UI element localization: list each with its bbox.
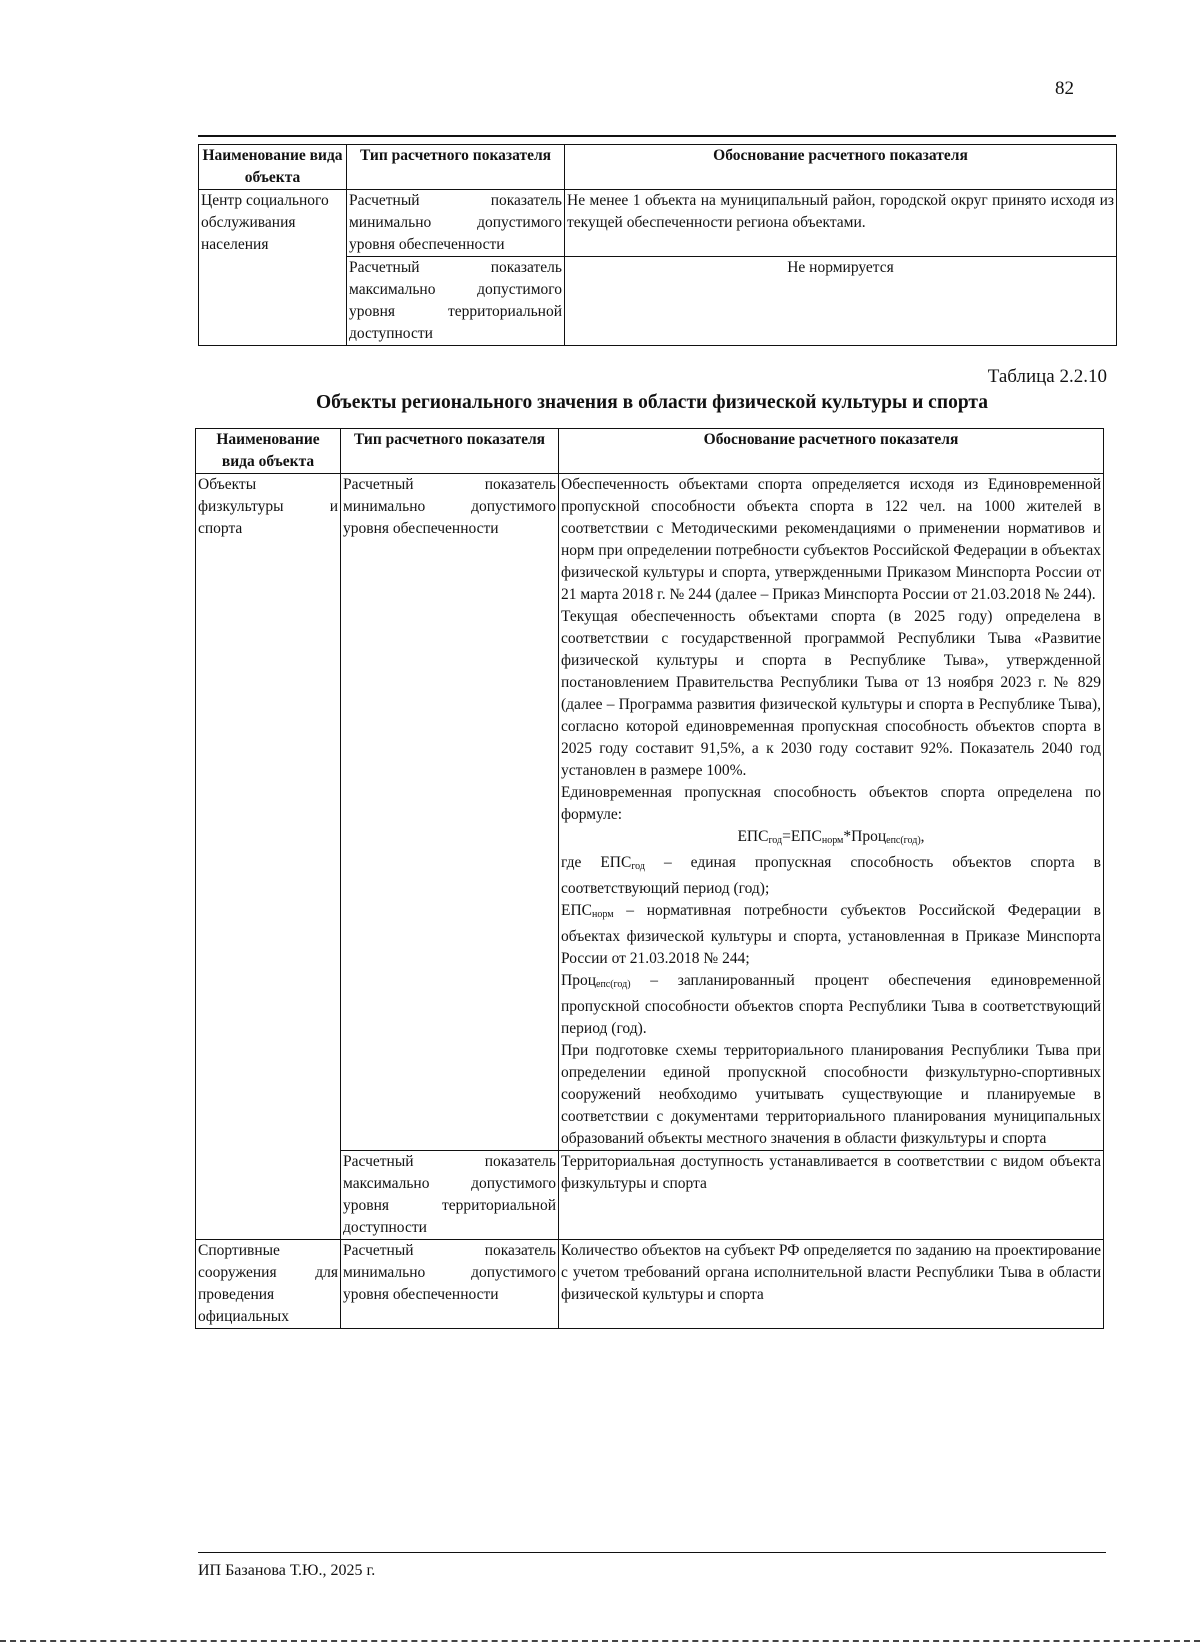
basis-paragraph: Обеспеченность объектами спорта определяется исходя из Единовременной пропускной способности объекта спорта в 122 чел. на 1000 жителей в соответствии с Методическими рекомендациями о применении нормативов и норм при определении потребности субъектов Российской Федерации в объектах физической культуры и спорта, утвержденными Приказом Минспорта России от 21 марта 2018 г. № 244 (далее – Приказ Минспорта России от 21.03.2018 № 244). xyxy=(561,476,1101,603)
indicator-type-cell: Расчетный показатель максимально допустимого уровня территориальной доступности xyxy=(347,257,565,346)
definition-text: – нормативная потребности субъектов Российской Федерации в объектах физической культуры и спорта, установленная в Приказе Минспорта России от 21.03.2018 № 244; xyxy=(561,902,1101,967)
indicator-basis-cell: Территориальная доступность устанавливается в соответствии с видом объекта физкультуры и спорта xyxy=(559,1151,1104,1240)
header-indicator-type: Тип расчетного показателя xyxy=(347,145,565,190)
definition-term: Проц xyxy=(561,972,596,989)
indicator-type-cell: Расчетный показатель максимально допустимого уровня территориальной доступности xyxy=(341,1151,559,1240)
footer-text: ИП Базанова Т.Ю., 2025 г. xyxy=(198,1562,376,1579)
indicator-type-cell: Расчетный показатель минимально допустимого уровня обеспеченности xyxy=(347,190,565,257)
table-header-row xyxy=(196,429,1104,474)
definition-subscript: год xyxy=(631,861,645,872)
top-rule xyxy=(198,135,1116,137)
definition-term: ЕПС xyxy=(561,902,592,919)
header-indicator-basis: Обоснование расчетного показателя xyxy=(559,429,1104,474)
formula-term: *Проц xyxy=(843,828,887,845)
table-row xyxy=(196,474,1104,1151)
table-row xyxy=(199,190,1117,257)
formula-subscript: год xyxy=(768,835,783,846)
header-indicator-type: Тип расчетного показателя xyxy=(341,429,559,474)
formula-term: , xyxy=(920,828,925,845)
indicator-type-cell: Расчетный показатель минимально допустимого уровня обеспеченности xyxy=(341,474,559,1151)
indicator-basis-cell: Не менее 1 объекта на муниципальный район, городской округ принято исходя из текущей обеспеченности региона объектами. xyxy=(565,190,1117,257)
table-title: Объекты регионального значения в области физической культуры и спорта xyxy=(316,392,988,413)
table-number: Таблица 2.2.10 xyxy=(987,366,1107,387)
header-object-name: Наименование вида объекта xyxy=(199,145,347,190)
header-indicator-basis: Обоснование расчетного показателя xyxy=(565,145,1117,190)
definition-term: где ЕПС xyxy=(561,854,632,871)
formula-definition xyxy=(561,900,1101,970)
scan-edge-line xyxy=(0,1640,1200,1642)
table-row xyxy=(196,1240,1104,1329)
formula xyxy=(561,826,1101,852)
formula-term: =ЕПС xyxy=(782,828,822,845)
indicator-basis-cell xyxy=(559,474,1104,1151)
indicator-type-cell: Расчетный показатель минимально допустимого уровня обеспеченности xyxy=(341,1240,559,1329)
footer-rule xyxy=(198,1552,1106,1553)
formula-subscript: епс(год) xyxy=(886,835,921,846)
formula-definition xyxy=(561,970,1101,1040)
table-header-row xyxy=(199,145,1117,190)
basis-paragraph: При подготовке схемы территориального планирования Республики Тыва при определении единой пропускной способности физкультурно-спортивных сооружений необходимо учитывать существующие и планируемые в соответствии с документами территориального планирования муниципальных образований объекты местного значения в области физкультуры и спорта xyxy=(561,1042,1101,1147)
object-name-cell: Спортивные сооружения для проведения официальных xyxy=(196,1240,341,1329)
definition-text: – единая пропускная способность объектов спорта в соответствующий период (год); xyxy=(561,854,1101,897)
basis-paragraph: Текущая обеспеченность объектами спорта (в 2025 году) определена в соответствии с государственной программой Республики Тыва «Развитие физической культуры и спорта в Республике Тыва», утвержденной постановлением Правительства Республики Тыва от 13 ноября 2023 г. № 829 (далее – Программа развития физической культуры и спорта в Республике Тыва), согласно которой единовременная пропускная способность объектов спорта в 2025 году составит 91,5%, а к 2030 году составит 92%. Показатель 2040 год установлен в размере 100%. xyxy=(561,608,1101,779)
object-name-cell: Центр социального обслуживания населения xyxy=(199,190,347,346)
indicator-basis-cell: Не нормируется xyxy=(565,257,1117,346)
formula-definition xyxy=(561,852,1101,900)
formula-term: ЕПС xyxy=(737,828,769,845)
page-number: 82 xyxy=(1055,78,1074,99)
object-name-cell: Объекты физкультуры и спорта xyxy=(196,474,341,1240)
social-service-table xyxy=(198,144,1117,346)
sports-objects-table xyxy=(195,428,1104,1329)
definition-subscript: епс(год) xyxy=(596,979,631,990)
indicator-basis-cell: Количество объектов на субъект РФ определяется по заданию на проектирование с учетом требований органа исполнительной власти Республики Тыва в области физической культуры и спорта xyxy=(559,1240,1104,1329)
definition-subscript: норм xyxy=(592,909,614,920)
header-object-name: Наименование вида объекта xyxy=(196,429,341,474)
formula-subscript: норм xyxy=(821,835,844,846)
basis-paragraph: Единовременная пропускная способность объектов спорта определена по формуле: xyxy=(561,784,1101,823)
definition-text: – запланированный процент обеспечения единовременной пропускной способности объектов спорта Республики Тыва в соответствующий период (год). xyxy=(561,972,1101,1037)
